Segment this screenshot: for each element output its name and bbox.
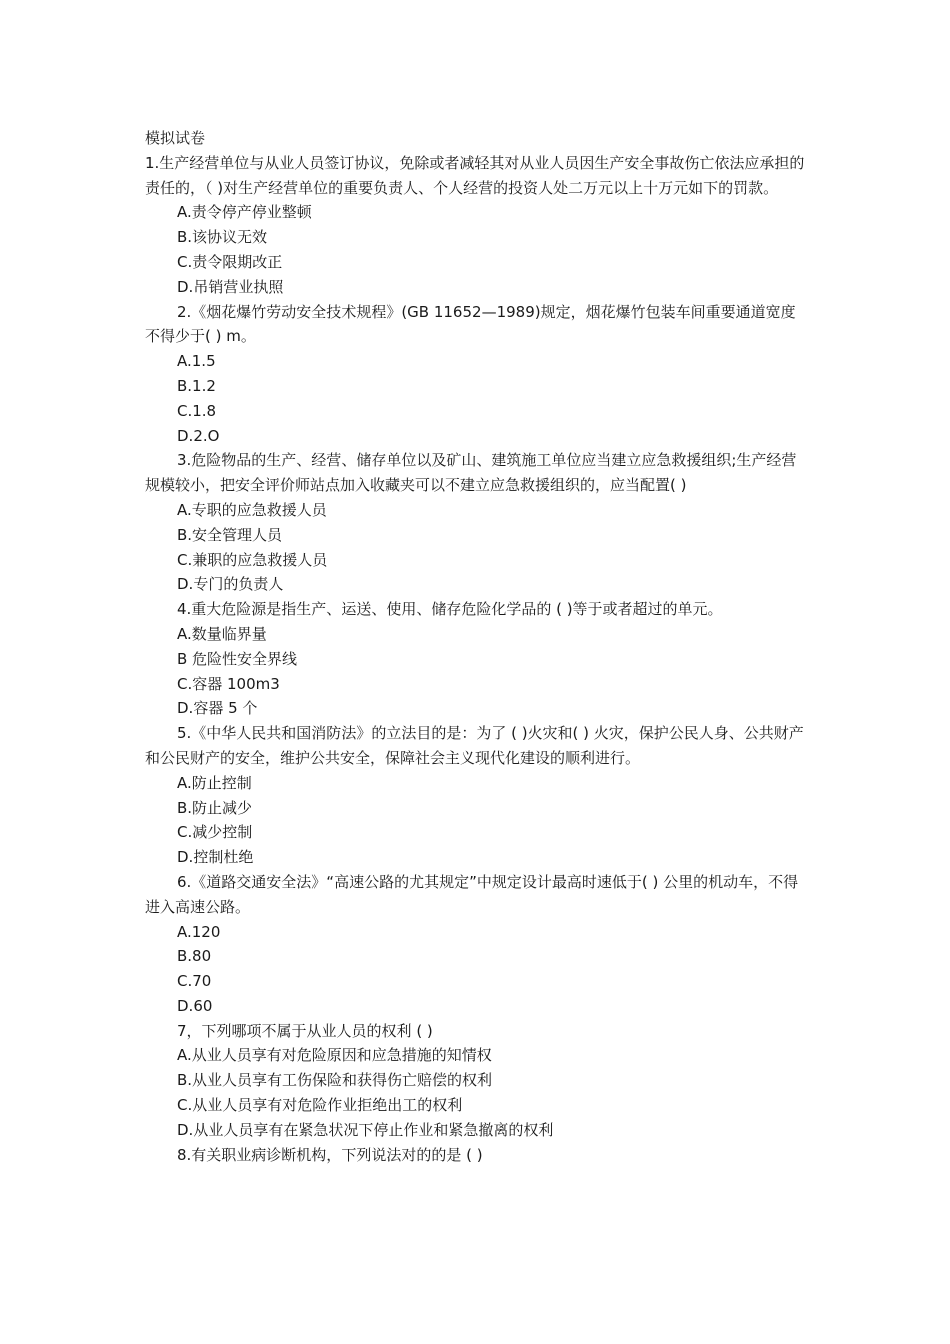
question-1-option-a: A.责令停产停业整顿 (177, 203, 312, 222)
question-1-option-c: C.责令限期改正 (177, 252, 283, 271)
question-4-stem: 4.重大危险源是指生产、运送、使用、储存危险化学品的 ( )等于或者超过的单元。 (177, 600, 723, 619)
question-6-option-d: D.60 (177, 996, 213, 1015)
question-3-option-a: A.专职的应急救援人员 (177, 500, 327, 519)
question-5-option-d: D.控制杜绝 (177, 848, 254, 867)
question-2-option-c: C.1.8 (177, 401, 217, 420)
question-5-option-c: C.减少控制 (177, 823, 253, 842)
question-6-option-a: A.120 (177, 922, 221, 941)
question-6-stem: 6.《道路交通安全法》“高速公路的尤其规定”中规定设计最高时速低于( ) 公里的机动车，不得进入高速公路。 (145, 872, 799, 916)
question-1-stem: 1.生产经营单位与从业人员签订协议，免除或者减轻其对从业人员因生产安全事故伤亡依法应承担的责任的，（ )对生产经营单位的重要负责人、个人经营的投资人处二万元以上十万元如下的罚款。 (145, 153, 805, 197)
question-5-stem: 5.《中华人民共和国消防法》的立法目的是：为了 ( )火灾和( ) 火灾，保护公民人身、公共财产和公民财产的安全，维护公共安全，保障社会主义现代化建设的顺利进行。 (145, 724, 804, 767)
question-7-option-b: B.从业人员享有工伤保险和获得伤亡赔偿的权利 (177, 1071, 493, 1090)
question-1-option-d: D.吊销营业执照 (177, 277, 284, 296)
question-2-option-b: B.1.2 (177, 376, 216, 395)
question-6-option-c: C.70 (177, 972, 212, 991)
question-7-option-c: C.从业人员享有对危险作业拒绝出工的权利 (177, 1096, 463, 1115)
question-6-option-b: B.80 (177, 947, 212, 966)
question-4-option-b: B 危险性安全界线 (177, 649, 298, 668)
document-page (145, 126, 805, 1167)
question-1-option-b: B.该协议无效 (177, 228, 268, 247)
question-2-option-d: D.2.O (177, 426, 220, 445)
question-4-option-a: A.数量临界量 (177, 624, 267, 643)
question-2-option-a: A.1.5 (177, 352, 216, 371)
question-5-option-a: A.防止控制 (177, 773, 252, 792)
question-4-option-d: D.容器 5 个 (177, 699, 258, 718)
question-7-option-a: A.从业人员享有对危险原因和应急措施的知情权 (177, 1046, 492, 1065)
question-5-option-b: B.防止减少 (177, 798, 253, 817)
question-3-option-c: C.兼职的应急救援人员 (177, 550, 328, 569)
question-3-option-d: D.专门的负责人 (177, 575, 284, 594)
question-8-stem: 8.有关职业病诊断机构，下列说法对的的是 ( ) (177, 1145, 483, 1164)
question-7-option-d: D.从业人员享有在紧急状况下停止作业和紧急撤离的权利 (177, 1120, 554, 1139)
question-7-stem: 7，下列哪项不属于从业人员的权利 ( ) (177, 1021, 433, 1040)
question-3-stem: 3.危险物品的生产、经营、储存单位以及矿山、建筑施工单位应当建立应急救援组织;生产经营规模较小，把安全评价师站点加入收藏夹可以不建立应急救援组织的，应当配置( ) (145, 451, 797, 495)
question-3-option-b: B.安全管理人员 (177, 525, 283, 544)
question-2-stem: 2.《烟花爆竹劳动安全技术规程》(GB 11652—1989)规定，烟花爆竹包装车间重要通道宽度不得少于( ) m。 (145, 302, 796, 346)
document-title: 模拟试卷 (145, 129, 206, 147)
question-4-option-c: C.容器 100m3 (177, 674, 280, 693)
